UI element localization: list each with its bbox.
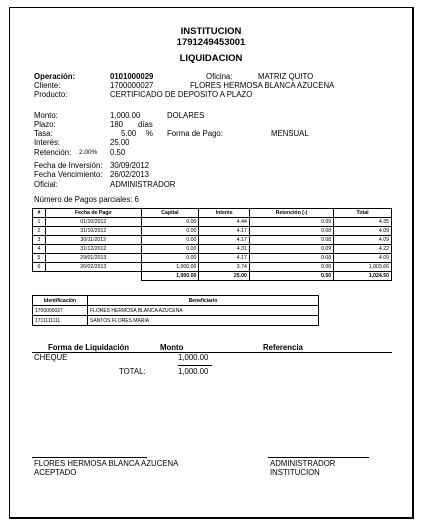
cell-interes: 4.31: [199, 245, 250, 254]
plazo-value: 180: [110, 120, 124, 129]
totals-row: [33, 272, 392, 281]
total-retencion: 0.50: [249, 272, 333, 281]
cell-capital: 1,000.00: [141, 263, 199, 272]
cell-fecha: 26/02/2013: [46, 263, 142, 272]
forma-liquidacion-value: CHEQUE: [34, 353, 68, 362]
beneficiaries-table: [32, 295, 319, 326]
monto-value: 1,000.00: [110, 111, 141, 120]
institution-ruc: 1791249453001: [176, 37, 246, 48]
document-page: [9, 7, 414, 519]
cell-number: 2: [33, 227, 46, 236]
fecha-inversion-label: Fecha de Inversión:: [34, 161, 103, 170]
table-row: [33, 263, 392, 272]
cell-retencion: 0.08: [249, 236, 333, 245]
signature-line-right: [268, 457, 369, 458]
cell-total: 4.35: [334, 218, 392, 227]
forma-pago-value: MENSUAL: [271, 129, 309, 138]
total-value: 1,000.00: [178, 367, 209, 376]
cell-total: 1,003.66: [334, 263, 392, 272]
plazo-label: Plazo:: [34, 120, 56, 129]
cell-identificacion: 1711111111: [33, 316, 88, 326]
monto-liquidacion-value: 1,000.00: [178, 353, 209, 362]
cell-capital: 0.00: [141, 254, 199, 263]
referencia-label: Referencia: [263, 343, 303, 352]
fecha-vencimiento-value: 26/02/2013: [110, 170, 150, 179]
cell-capital: 0.00: [141, 227, 199, 236]
cell-retencion: 0.09: [249, 218, 333, 227]
moneda-value: DOLARES: [167, 111, 205, 120]
tasa-label: Tasa:: [34, 129, 53, 138]
cell-fecha: 29/01/2013: [46, 254, 142, 263]
cliente-label: Cliente:: [34, 81, 61, 90]
cell-identificacion: 1700000027: [33, 306, 88, 316]
col-identificacion: Identificación: [33, 296, 88, 306]
total-line: [178, 365, 212, 366]
cell-fecha: 01/10/2012: [46, 218, 142, 227]
plazo-unit: días: [138, 120, 153, 129]
table-row: [33, 306, 319, 316]
retencion-pct: 2.00%: [79, 149, 98, 156]
table-row: [33, 316, 319, 326]
oficina-value: MATRIZ QUITO: [258, 72, 314, 81]
cell-number: 5: [33, 254, 46, 263]
cell-retencion: 0.08: [249, 254, 333, 263]
cell-retencion: 0.09: [249, 245, 333, 254]
signature-line-left: [32, 457, 147, 458]
cell-fecha: 31/10/2012: [46, 227, 142, 236]
cell-retencion: 0.08: [249, 263, 333, 272]
col-total: Total: [334, 209, 392, 218]
signature-left-name: FLORES HERMOSA BLANCA AZUCENA: [34, 459, 179, 468]
institution-name: INSTITUCION: [180, 26, 242, 37]
col-number: #: [33, 209, 46, 218]
cell-interes: 4.17: [199, 236, 250, 245]
fecha-inversion-value: 30/09/2012: [110, 161, 150, 170]
forma-pago-label: Forma de Pago:: [167, 129, 223, 138]
col-capital: Capital: [141, 209, 199, 218]
cell-fecha: 31/12/2012: [46, 245, 142, 254]
forma-liquidacion-label: Forma de Liquidación: [48, 343, 130, 352]
cell-total: 4.22: [334, 245, 392, 254]
beneficiaries-header-row: [33, 296, 319, 306]
oficial-label: Oficial:: [34, 180, 58, 189]
cell-capital: 0.00: [141, 218, 199, 227]
signature-right-name: ADMINISTRADOR: [270, 459, 336, 468]
total-interes: 25.00: [199, 272, 250, 281]
table-row: [33, 227, 392, 236]
table-row: [33, 218, 392, 227]
signature-left-role: ACEPTADO: [34, 468, 77, 477]
cell-capital: 0.00: [141, 245, 199, 254]
document-title: LIQUIDACION: [179, 53, 243, 64]
cell-number: 3: [33, 236, 46, 245]
num-pagos-label: Número de Pagos parciales: 6: [34, 195, 139, 204]
operacion-label: Operación:: [34, 72, 76, 81]
monto-liquidacion-label: Monto: [160, 343, 184, 352]
cell-interes: 4.17: [199, 227, 250, 236]
cell-interes: 4.44: [199, 218, 250, 227]
cell-total: 4.09: [334, 227, 392, 236]
producto-value: CERTIFICADO DE DEPOSITO A PLAZO: [110, 90, 253, 99]
col-fecha-pago: Fecha de Pago: [46, 209, 142, 218]
oficina-label: Oficina:: [206, 72, 233, 81]
cliente-name: FLORES HERMOSA BLANCA AZUCENA: [190, 81, 335, 90]
producto-label: Producto:: [34, 90, 68, 99]
total-label: TOTAL:: [119, 367, 146, 376]
table-row: [33, 236, 392, 245]
cell-beneficiario: SANTOS FLORES MARIA: [88, 316, 319, 326]
fecha-vencimiento-label: Fecha Vencimiento:: [34, 170, 103, 179]
total-total: 1,024.50: [334, 272, 392, 281]
oficial-value: ADMINISTRADOR: [110, 180, 176, 189]
cliente-id: 1700000027: [110, 81, 154, 90]
tasa-unit: %: [146, 129, 153, 138]
retencion-label: Retención:: [34, 148, 72, 157]
signature-right-role: INSTITUCION: [270, 468, 320, 477]
col-retencion: Retención (-): [249, 209, 333, 218]
interes-value: 25.00: [110, 138, 130, 147]
operacion-value: 0101000029: [110, 72, 154, 81]
cell-interes: 4.17: [199, 254, 250, 263]
payments-header-row: [33, 209, 392, 218]
total-capital: 1,000.00: [141, 272, 199, 281]
cell-beneficiario: FLORES HERMOSA BLANCA AZUCENA: [88, 306, 319, 316]
cell-capital: 0.00: [141, 236, 199, 245]
col-interes: Interés: [199, 209, 250, 218]
cell-interes: 3.74: [199, 263, 250, 272]
cell-fecha: 30/11/2012: [46, 236, 142, 245]
cell-number: 6: [33, 263, 46, 272]
table-row: [33, 254, 392, 263]
payments-table: [32, 208, 392, 281]
cell-total: 4.09: [334, 236, 392, 245]
cell-number: 1: [33, 218, 46, 227]
interes-label: Interés:: [34, 138, 61, 147]
cell-total: 4.09: [334, 254, 392, 263]
cell-retencion: 0.08: [249, 227, 333, 236]
tasa-value: 5.00: [121, 129, 137, 138]
retencion-value: 0.50: [110, 148, 126, 157]
cell-number: 4: [33, 245, 46, 254]
monto-label: Monto:: [34, 111, 58, 120]
table-row: [33, 245, 392, 254]
liquidation-header-line: [32, 352, 392, 353]
col-beneficiario: Beneficiario: [88, 296, 319, 306]
